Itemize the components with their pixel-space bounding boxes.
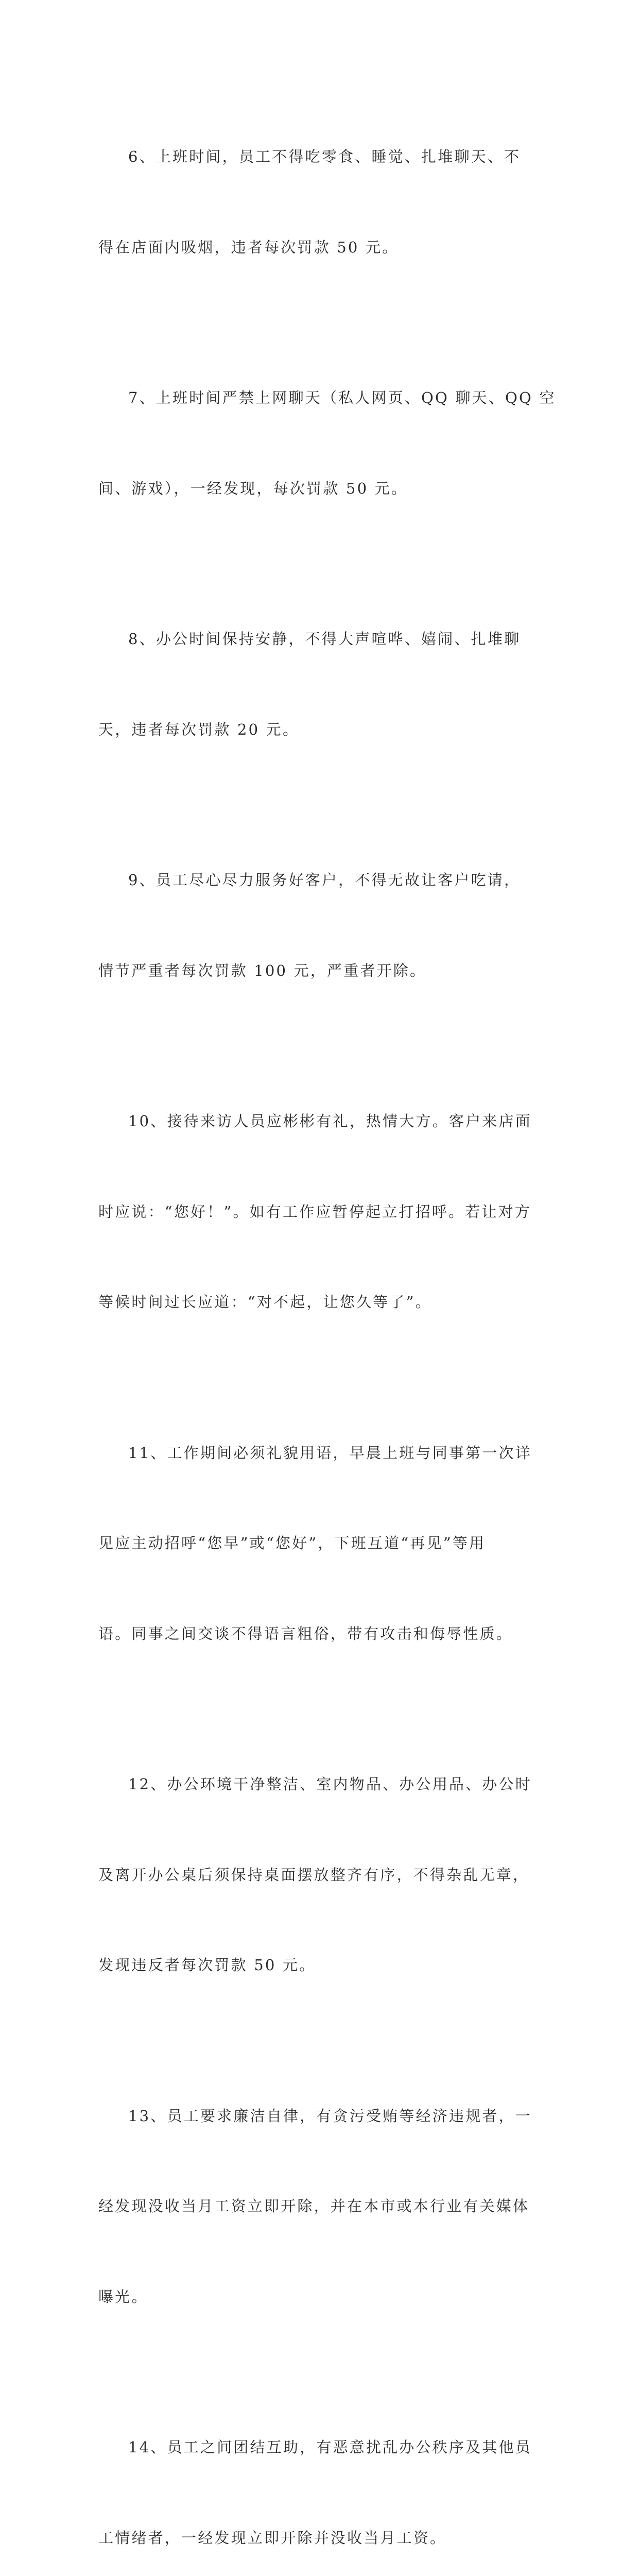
text-line: 天，违者每次罚款 20 元。 [98,720,300,738]
document-body [98,81,556,2576]
text-line: 经发现没收当月工资立即开除，并在本市或本行业有关媒体 [98,2197,530,2215]
rule-paragraph-9 [98,805,551,1046]
text-line: 13、员工要求廉洁自律，有贪污受贿等经济违规者，一 [128,2107,532,2125]
text-line: 及离开办公桌后须保持桌面摆放整齐有序，不得杂乱无章， [98,1866,530,1884]
rule-paragraph-13 [98,2041,551,2372]
rule-paragraph-14 [98,2372,551,2576]
text-line: 6、上班时间，员工不得吃零食、睡觉、扎堆聊天、不 [128,148,521,165]
text-line: 10、接待来访人员应彬彬有礼，热情大方。客户来店面 [128,1112,532,1130]
text-line: 见应主动招呼“您早”或“您好”，下班互道“再见”等用 [98,1534,486,1552]
text-line: 得在店面内吸烟，违者每次罚款 50 元。 [98,238,399,256]
text-line: 7、上班时间严禁上网聊天（私人网页、QQ 聊天、QQ 空 [128,389,556,406]
text-line: 间、游戏），一经发现，每次罚款 50 元。 [98,479,408,497]
text-line: 情节严重者每次罚款 100 元，严重者开除。 [98,961,427,979]
text-line: 等候时间过长应道：“对不起，让您久等了”。 [98,1293,432,1311]
text-line: 12、办公环境干净整洁、室内物品、办公用品、办公时 [128,1775,532,1793]
text-line: 8、办公时间保持安静，不得大声喧哗、嬉闹、扎堆聊 [128,630,521,648]
text-line: 14、员工之间团结互助，有恶意扰乱办公秩序及其他员 [128,2438,532,2456]
rule-paragraph-8 [98,564,551,805]
rule-paragraph-6 [98,81,551,323]
text-line: 语。同事之间交谈不得语言粗俗，带有攻击和侮辱性质。 [98,1624,513,1642]
rule-paragraph-11 [98,1378,551,1709]
text-line: 9、员工尽心尽力服务好客户，不得无故让客户吃请， [128,871,521,889]
text-line: 发现违反者每次罚款 50 元。 [98,1956,316,1974]
rule-paragraph-12 [98,1709,551,2041]
text-line: 曝光。 [98,2287,148,2306]
text-line: 11、工作期间必须礼貌用语，早晨上班与同事第一次详 [128,1444,532,1462]
rule-paragraph-7 [98,323,556,564]
text-line: 工情绪者，一经发现立即开除并没收当月工资。 [98,2529,447,2547]
text-line: 时应说：“您好！”。如有工作应暂停起立打招呼。若让对方 [98,1202,532,1221]
rule-paragraph-10 [98,1046,551,1378]
